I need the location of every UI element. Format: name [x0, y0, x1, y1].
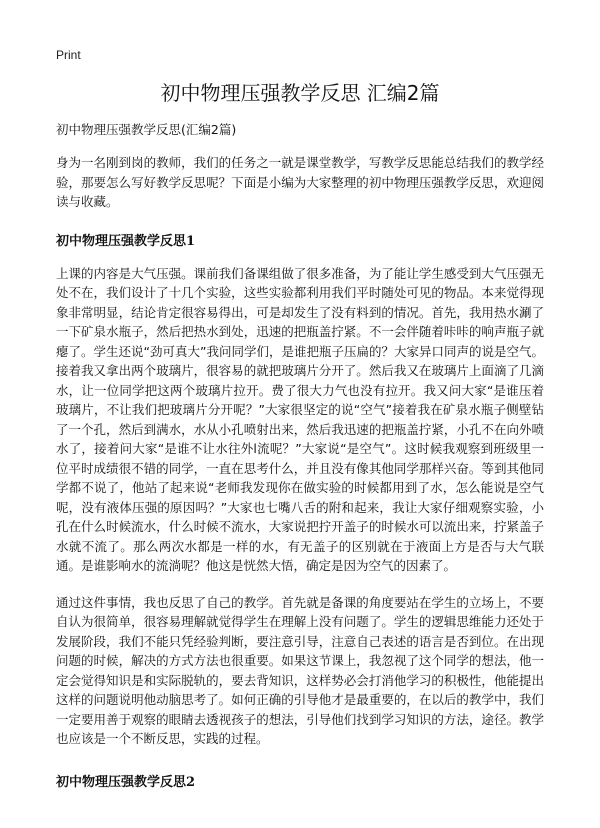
intro-paragraph: 身为一名刚到岗的教师，我们的任务之一就是课堂教学，写教学反思能总结我们的教学经验，那要怎么写好教学反思呢？下面是小编为大家整理的初中物理压强教学反思，欢迎阅读与收藏。	[56, 155, 544, 209]
print-link[interactable]: Print	[56, 48, 81, 62]
section-1-paragraph-1: 上课的内容是大气压强。课前我们备课组做了很多准备，为了能让学生感受到大气压强无处不在，我们设计了十几个实验，这些实验都利用我们平时随处可见的物品。本来觉得现象非常明显，结论肯定很容易得出，可是却发生了没有料到的情况。首先，我用热水涮了一下矿泉水瓶子，然后把热水到处，迅速的把瓶盖拧紧。不一会伴随着咔咔的响声瓶子就瘪了。学生还说“劲可真大”我问同学们，是谁把瓶子压扁的？大家异口同声的说是空气。接着我又拿出两个玻璃片，很容易的就把玻璃片分开了。然后我又在玻璃片上面滴了几滴水，让一位同学把这两个玻璃片拉开。费了很大力气也没有拉开。我又问大家“是谁压着玻璃片，不让我们把玻璃片分开呢？”大家很坚定的说“空气”接着我在矿泉水瓶子侧壁钻了一个孔，然后到满水，水从小孔喷射出来，然后我迅速的把瓶盖拧紧，小孔不在向外喷水了，接着问大家“是谁不让水往外l流呢？”大家说“是空气”。这时候我观察到班级里一位平时成绩很不错的同学，一直在思考什么，并且没有像其他同学那样兴奋。等到其他同学都不说了，他站了起来说“老师我发现你在做实验的时候都用到了水，怎么能说是空气呢，没有液体压强的原因吗？”大家也七嘴八舌的附和起来，我让大家仔细观察实验，小孔在什么时候流水，什么时候不流水，大家说把拧开盖子的时候水可以流出来，拧紧盖子水就不流了。那么两次水都是一样的水，有无盖子的区别就在于液面上方是否与大气联通。是谁影响水的流淌呢？他这是恍然大悟，确定是因为空气的因素了。	[56, 265, 544, 573]
section-heading-1: 初中物理压强教学反思1	[56, 233, 196, 249]
document-body	[56, 120, 544, 805]
section-heading-2: 初中物理压强教学反思2	[56, 774, 196, 790]
section-1-paragraph-2: 通过这件事情，我也反思了自己的教学。首先就是备课的角度要站在学生的立场上，不要自认为很简单，很容易理解就觉得学生在理解上没有问题了。学生的逻辑思维能力还处于发展阶段，我们不能只凭经验判断，要注意引导，注意自己表述的语言是否到位。在出现问题的时候，解决的方式方法也很重要。如果这节课上，我忽视了这个同学的想法，他一定会觉得知识是和实际脱轨的，要去背知识，这样势必会打消他学习的积极性，他能提出这样的问题说明他动脑思考了。如何正确的引导他才是最重要的，在以后的教学中，我们一定要用善于观察的眼睛去透视孩子的想法，引导他们找到学习知识的方法，途径。教学也应该是一个不断反思，实践的过程。	[56, 594, 544, 746]
page-title: 初中物理压强教学反思 汇编2篇	[160, 81, 440, 105]
document-subtitle: 初中物理压强教学反思(汇编2篇)	[56, 122, 237, 137]
